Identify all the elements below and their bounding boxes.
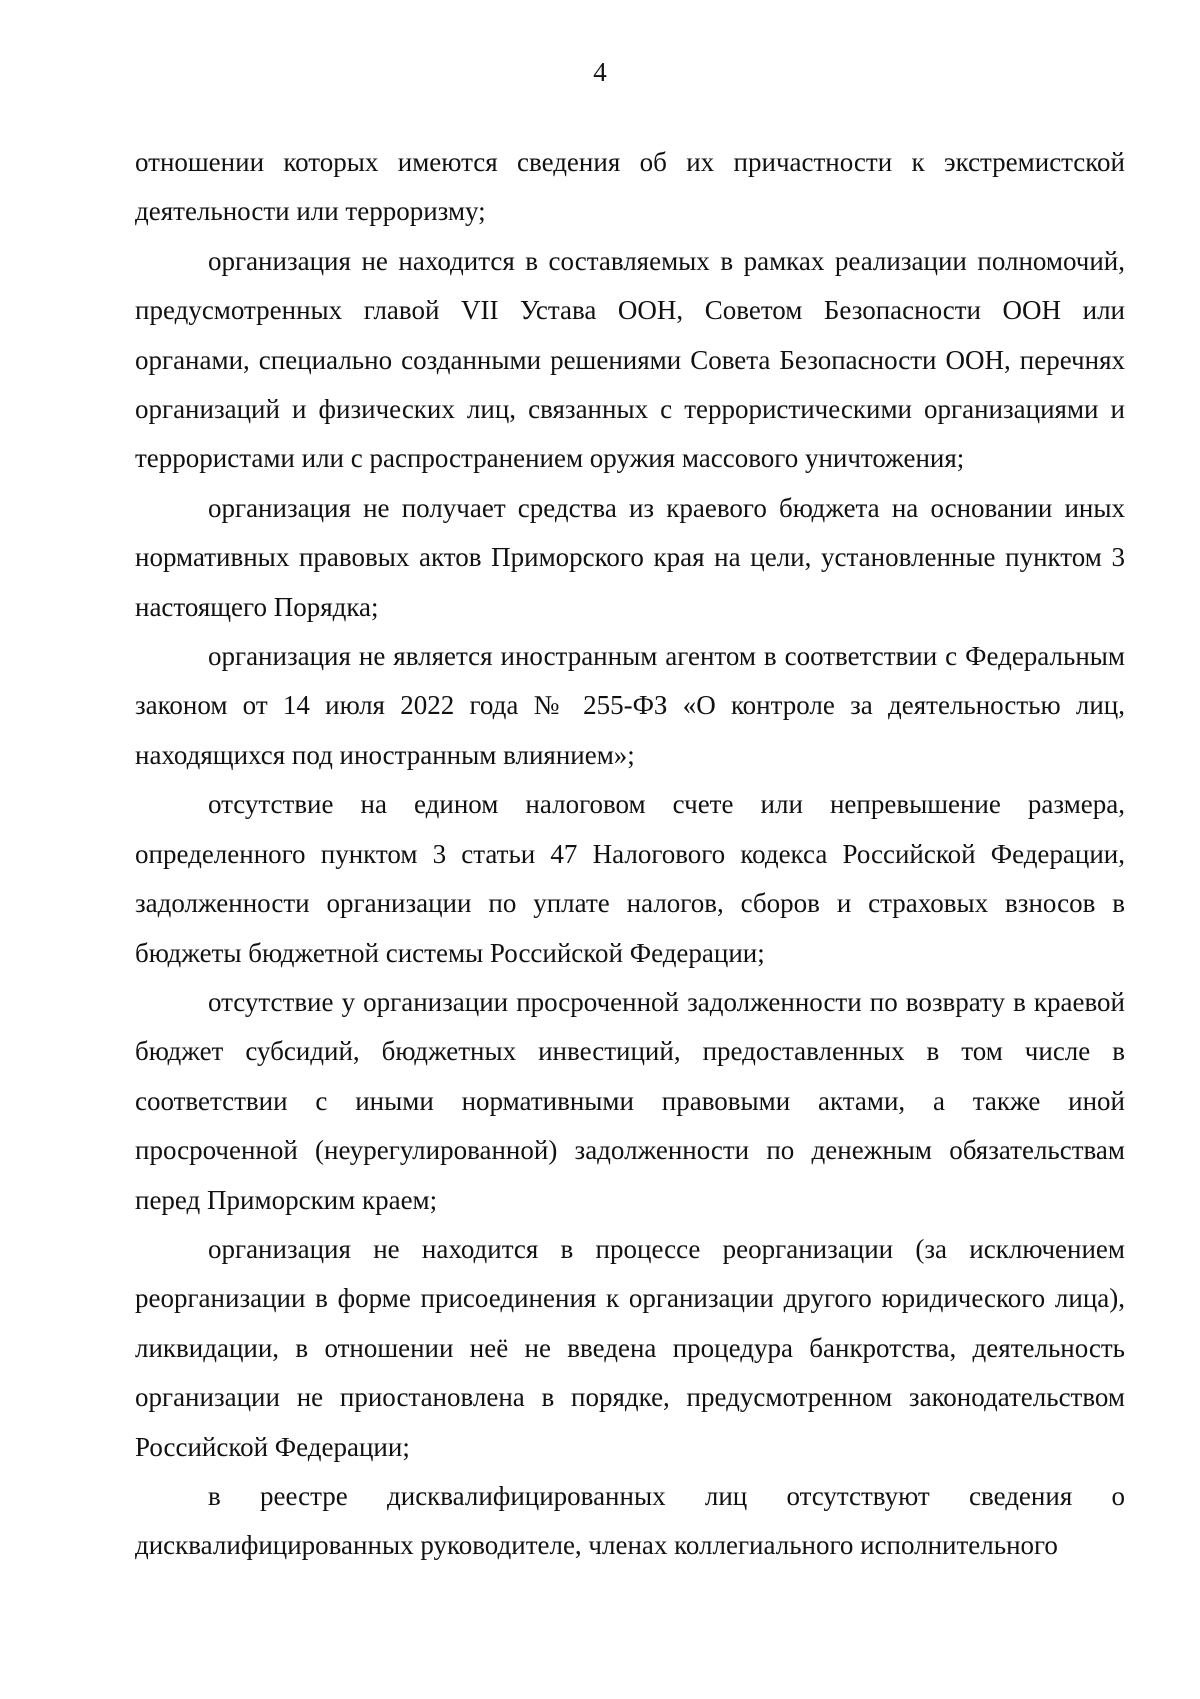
paragraph-6: отсутствие у организации просроченной задолженности по возврату в краевой бюджет субсидий, бюджетных инвестиций, предоставленных в том числе в соответствии с иными нормативными правовыми актами, а также иной просроченной (неурегулированной) задолженности по денежным обязательствам перед Приморским краем; [135,986,1125,1215]
paragraph-3: организация не получает средства из краевого бюджета на основании иных нормативных правовых актов Приморского края на цели, установленные пунктом 3 настоящего Порядка; [135,492,1125,622]
page-number: 4 [593,57,607,87]
paragraph-8: в реестре дисквалифицированных лиц отсутствуют сведения о дисквалифицированных руководителе, членах коллегиального исполнительного [135,1480,1125,1561]
paragraph-2: организация не находится в составляемых в рамках реализации полномочий, предусмотренных главой VII Устава ООН, Советом Безопасности ООН или органами, специально созданными решениями Совета Безопасности ООН, перечнях организаций и физических лиц, связанных с террористическими организациями и террористами или с распространением оружия массового уничтожения; [135,245,1125,474]
paragraph-7: организация не находится в процессе реорганизации (за исключением реорганизации в форме присоединения к организации другого юридического лица), ликвидации, в отношении неё не введена процедура банкротства, деятельность организации не приостановлена в порядке, предусмотренном законодательством Российской Федерации; [135,1233,1125,1462]
document-body [135,138,1125,1571]
paragraph-5: отсутствие на едином налоговом счете или непревышение размера, определенного пунктом 3 статьи 47 Налогового кодекса Российской Федерации, задолженности организации по уплате налогов, сборов и страховых взносов в бюджеты бюджетной системы Российской Федерации; [135,789,1125,968]
paragraph-4: организация не является иностранным агентом в соответствии с Федеральным законом от 14 июля 2022 года № 255-ФЗ «О контроле за деятельностью лиц, находящихся под иностранным влиянием»; [135,641,1125,770]
paragraph-1: отношении которых имеются сведения об их причастности к экстремистской деятельности или терроризму; [135,147,1125,227]
